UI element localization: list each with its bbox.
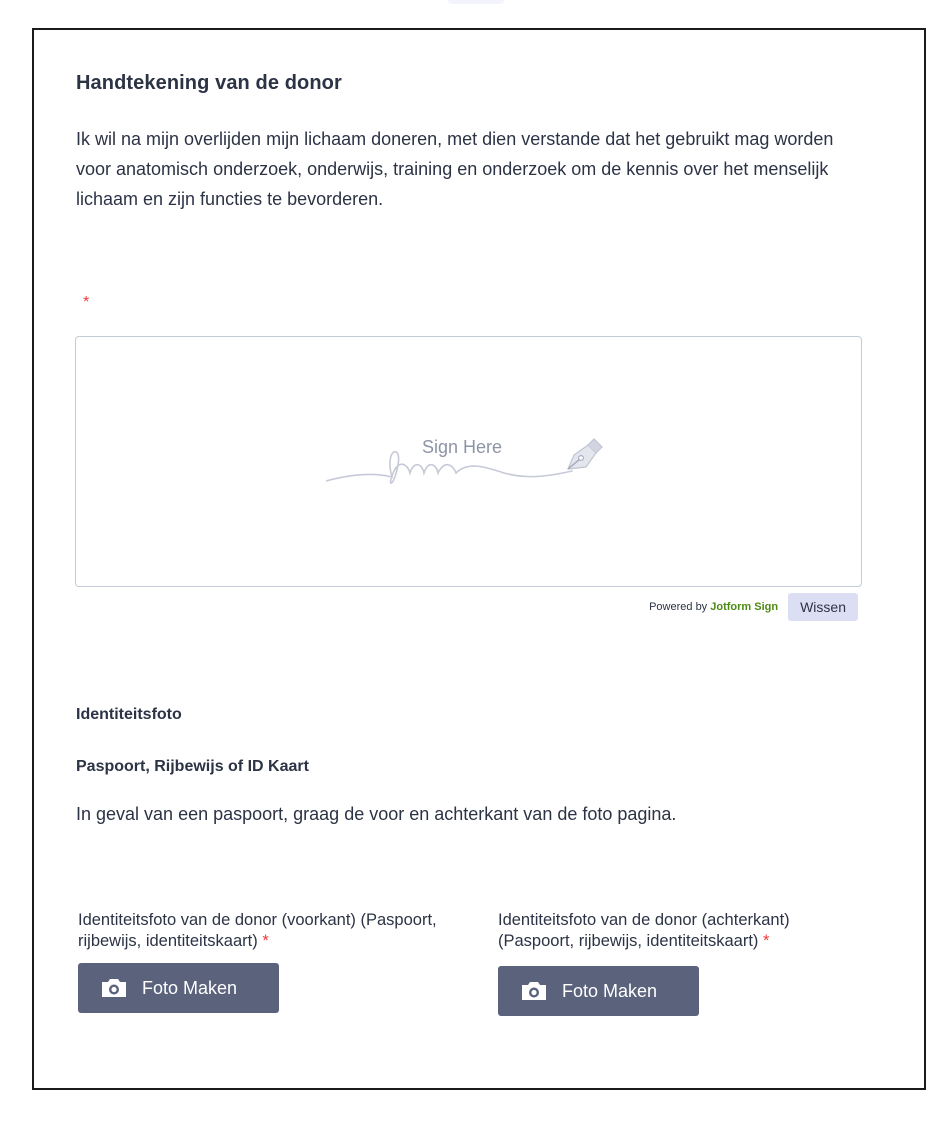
powered-by-brand: Jotform Sign	[710, 601, 779, 613]
upload-back-label	[498, 910, 858, 952]
id-section-title: Identiteitsfoto	[76, 706, 182, 723]
take-photo-front-button[interactable]	[78, 963, 279, 1013]
clear-signature-button[interactable]: Wissen	[788, 593, 858, 621]
upload-back-label-text: Identiteitsfoto van de donor (achterkant) (Paspoort, rijbewijs, identiteitskaart)	[498, 911, 790, 950]
sign-here-text: Sign Here	[422, 437, 503, 457]
signature-pad[interactable]	[75, 336, 862, 587]
signature-placeholder	[326, 429, 616, 499]
take-photo-front-label: Foto Maken	[142, 977, 238, 998]
id-section-subtitle: Paspoort, Rijbewijs of ID Kaart	[76, 758, 309, 775]
pen-nib-icon	[564, 435, 604, 475]
powered-by	[649, 601, 778, 613]
signature-required-marker: *	[83, 294, 90, 311]
upload-back	[498, 910, 858, 1016]
powered-by-prefix: Powered by	[649, 601, 708, 613]
signature-description: Ik wil na mijn overlijden mijn lichaam doneren, met dien verstande dat het gebruikt mag worden voor anatomisch onderzoek, onderwijs, training en onderzoek om de kennis over het menselijk lichaam en zijn functies te bevorderen.	[76, 129, 834, 209]
upload-front-required-marker: *	[262, 932, 269, 950]
form-card	[32, 28, 926, 1090]
upload-front	[78, 910, 478, 1013]
signature-title: Handtekening van de donor	[76, 72, 342, 94]
camera-icon	[100, 977, 128, 999]
upload-front-label	[78, 910, 478, 952]
id-section-text: In geval van een paspoort, graag de voor en achterkant van de foto pagina.	[76, 804, 677, 824]
upload-front-label-text: Identiteitsfoto van de donor (voorkant) (Paspoort, rijbewijs, identiteitskaart)	[78, 911, 437, 950]
signature-footer	[649, 593, 858, 621]
top-tab-decoration	[448, 0, 504, 4]
take-photo-back-button[interactable]	[498, 966, 699, 1016]
take-photo-back-label: Foto Maken	[562, 980, 658, 1001]
camera-icon	[520, 980, 548, 1002]
upload-back-required-marker: *	[763, 932, 770, 950]
